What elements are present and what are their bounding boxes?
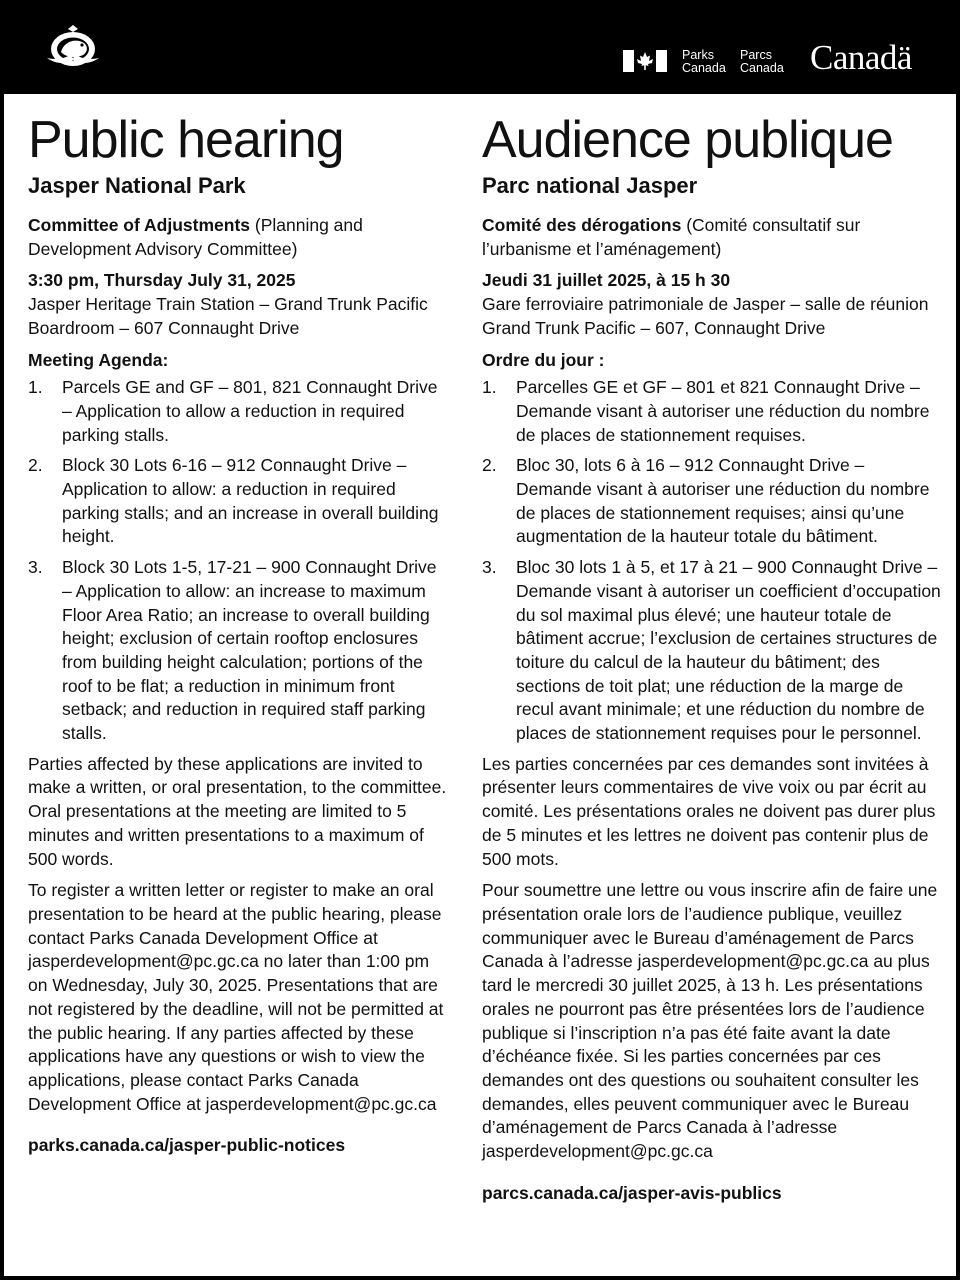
- list-item-text: Block 30 Lots 6-16 – 912 Connaught Drive – Application to allow: a reduction in required parking stalls; and an increase in overall building height.: [62, 455, 439, 547]
- french-body: [482, 214, 942, 1205]
- list-item-number: 2.: [482, 455, 497, 476]
- french-committee-name: Comité des dérogations: [482, 215, 682, 235]
- list-item: [28, 376, 448, 447]
- list-item-number: 1.: [28, 377, 43, 398]
- list-item: [28, 454, 448, 549]
- list-item-text: Block 30 Lots 1-5, 17-21 – 900 Connaught Drive – Application to allow: an increase to maximum Floor Area Ratio; an increase to overall building height; exclusion of certain rooftop enclosures from building height calculation; portions of the roof to be flat; a reduction in minimum front setback; and reduction in required staff parking stalls.: [62, 557, 437, 744]
- french-subtitle: Parc national Jasper: [482, 173, 698, 198]
- list-item-number: 1.: [482, 377, 497, 398]
- french-registration-paragraph: Pour soumettre une lettre ou vous inscrire afin de faire une présentation orale lors de l’audience publique, veuillez communiquer avec le Bureau d’aménagement de Parcs Canada à l’adresse jasperdevelopment@pc.gc.ca au plus tard le mercredi 30 juillet 2025, à 13 h. Les présentations orales ne pourront pas être présentées lors de l’audience publique si l’inscription n’a pas été faite avant la date d’échéance fixée. Si les parties concernées par ces demandes ont des questions ou souhaitent consulter les demandes, elles peuvent communiquer avec le Bureau d’aménagement de Parcs Canada à l’adresse jasperdevelopment@pc.gc.ca: [482, 880, 938, 1162]
- english-committee: [28, 214, 448, 261]
- canada-flag-icon: [623, 50, 667, 72]
- english-agenda-heading: [28, 349, 448, 373]
- english-subtitle: Jasper National Park: [28, 173, 246, 198]
- parcs-fr-line1: Parcs: [740, 48, 772, 62]
- english-registration-paragraph: To register a written letter or register to make an oral presentation to be heard at the public hearing, please contact Parks Canada Development Office at jasperdevelopment@pc.gc.ca no later than 1:00 pm on Wednesday, July 30, 2025. Presentations that are not registered by the deadline, will not be permitted at the public hearing. If any parties affected by these applications have any questions or wish to view the applications, please contact Parks Canada Development Office at jasperdevelopment@pc.gc.ca: [28, 880, 444, 1114]
- list-item-text: Bloc 30 lots 1 à 5, et 17 à 21 – 900 Connaught Drive – Demande visant à autoriser un coefficient d’occupation du sol maximal plus élevé; une hauteur totale de bâtiment accrue; l’exclusion de certaines structures de toiture du calcul de la hauteur du bâtiment; des sections de toit plat; une réduction de la marge de recul avant minimale; et une réduction du nombre de places de stationnement requises pour le personnel.: [516, 557, 941, 744]
- list-item-number: 3.: [28, 557, 43, 578]
- list-item: [482, 454, 942, 549]
- list-item-text: Bloc 30, lots 6 à 16 – 912 Connaught Drive – Demande visant à autoriser une réduction du nombre de places de stationnement requises; ainsi qu’une augmentation de la hauteur totale du bâtiment.: [516, 455, 930, 547]
- french-datetime-text: Jeudi 31 juillet 2025, à 15 h 30: [482, 270, 731, 291]
- parks-canada-en-text: [682, 49, 726, 75]
- english-title: Public hearing: [28, 111, 344, 169]
- english-datetime: [28, 269, 448, 293]
- parks-canada-beaver-logo-icon: [42, 24, 104, 74]
- english-column: [28, 110, 448, 1166]
- english-location: Jasper Heritage Train Station – Grand Trunk Pacific Boardroom – 607 Connaught Drive: [28, 294, 428, 338]
- list-item-text: Parcelles GE et GF – 801 et 821 Connaught Drive – Demande visant à autoriser une réduction du nombre de places de stationnement requises.: [516, 377, 930, 445]
- list-item-text: Parcels GE and GF – 801, 821 Connaught Drive – Application to allow a reduction in required parking stalls.: [62, 377, 438, 445]
- french-notices-link[interactable]: parcs.canada.ca/jasper-avis-publics: [482, 1182, 782, 1203]
- parks-en-line1: Parks: [682, 48, 714, 62]
- french-agenda-list: [482, 376, 942, 746]
- english-agenda-heading-text: Meeting Agenda:: [28, 349, 169, 370]
- french-location: Gare ferroviaire patrimoniale de Jasper – salle de réunion Grand Trunk Pacific – 607, Connaught Drive: [482, 294, 929, 338]
- english-committee-name: Committee of Adjustments: [28, 215, 251, 235]
- header-bar: [4, 0, 956, 94]
- french-column: [482, 110, 942, 1213]
- english-body: [28, 214, 448, 1158]
- parcs-fr-line2: Canada: [740, 61, 784, 75]
- english-agenda-list: [28, 376, 448, 746]
- list-item: [482, 376, 942, 447]
- french-committee: [482, 214, 942, 261]
- english-participation-paragraph: Parties affected by these applications are invited to make a written, or oral presentation, to the committee. Oral presentations at the meeting are limited to 5 minutes and written presentations to a maximum of 500 words.: [28, 753, 447, 869]
- parcs-canada-fr-text: [740, 49, 784, 75]
- list-item: [28, 556, 448, 746]
- list-item-number: 3.: [482, 557, 497, 578]
- french-title: Audience publique: [482, 111, 893, 169]
- list-item-number: 2.: [28, 455, 43, 476]
- english-committee-detail: (Planning and Development Advisory Committee): [28, 215, 363, 259]
- french-agenda-heading-text: Ordre du jour :: [482, 349, 605, 370]
- parks-en-line2: Canada: [682, 61, 726, 75]
- list-item: [482, 556, 942, 746]
- english-notices-link[interactable]: parks.canada.ca/jasper-public-notices: [28, 1135, 346, 1156]
- french-agenda-heading: [482, 349, 942, 373]
- english-datetime-text: 3:30 pm, Thursday July 31, 2025: [28, 270, 296, 291]
- french-participation-paragraph: Les parties concernées par ces demandes sont invitées à présenter leurs commentaires de vive voix ou par écrit au comité. Les présentations orales ne doivent pas durer plus de 5 minutes et les lettres ne doivent pas contenir plus de 500 mots.: [482, 753, 936, 869]
- french-committee-detail: (Comité consultatif sur l’urbanisme et l’aménagement): [482, 215, 861, 259]
- french-datetime: [482, 269, 942, 293]
- canada-wordmark: Canadä: [810, 38, 912, 77]
